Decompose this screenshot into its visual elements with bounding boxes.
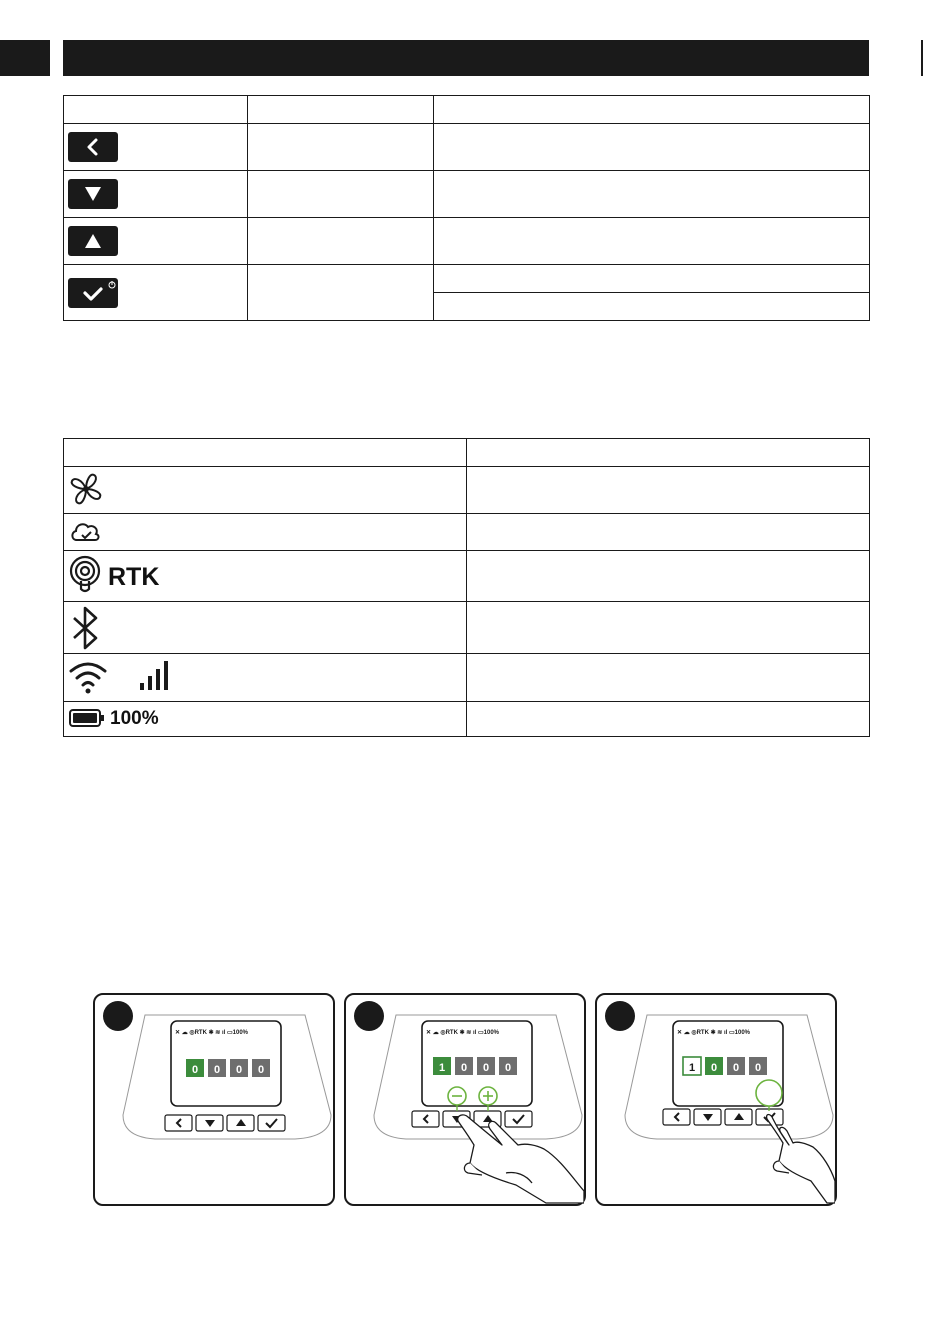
pin-digit-1-text: 1	[688, 1062, 696, 1074]
table-row	[64, 218, 870, 265]
key-cell	[64, 218, 248, 265]
status-cell	[64, 467, 467, 514]
pin-digit-1-text: 0	[191, 1064, 199, 1076]
table-cell	[467, 467, 870, 514]
signal-strength-icon	[138, 654, 172, 698]
table-cell	[248, 265, 434, 321]
section-tab	[0, 40, 50, 76]
status-cell	[64, 702, 467, 737]
wifi-icon	[68, 654, 108, 698]
chevron-left-icon	[68, 132, 118, 162]
triangle-down-icon	[68, 179, 118, 209]
step-panel-2	[344, 993, 586, 1206]
device-illustration	[597, 995, 835, 1204]
key-cell	[64, 171, 248, 218]
pin-digit-4-text: 0	[257, 1064, 265, 1076]
header-cell	[64, 439, 467, 467]
status-cell	[64, 654, 467, 702]
header-cell	[434, 96, 870, 124]
rtk-antenna-icon	[68, 551, 104, 601]
check-power-icon	[68, 278, 118, 308]
mini-status-bar: ✕ ☁ ◎RTK ✱ ≋ ıl ▭100%	[175, 1030, 249, 1036]
table-cell	[434, 171, 870, 218]
table-row	[64, 702, 870, 737]
table-row	[64, 467, 870, 514]
status-cell	[64, 551, 467, 602]
status-cell	[64, 514, 467, 551]
pin-digit-3-text: 0	[482, 1062, 490, 1074]
table-row	[64, 551, 870, 602]
buttons-table-header	[64, 96, 870, 124]
table-cell	[467, 514, 870, 551]
pin-digit-2-text: 0	[213, 1064, 221, 1076]
cloud-check-icon	[68, 514, 104, 550]
table-row	[64, 654, 870, 702]
table-cell	[434, 293, 870, 321]
status-table-header	[64, 439, 870, 467]
triangle-up-icon	[68, 226, 118, 256]
table-row	[64, 124, 870, 171]
header-cell	[64, 96, 248, 124]
table-cell	[434, 218, 870, 265]
status-icons-table	[63, 438, 870, 737]
battery-icon	[68, 702, 108, 736]
fan-icon	[68, 469, 104, 513]
table-cell	[467, 702, 870, 737]
table-cell	[467, 551, 870, 602]
header-cell	[248, 96, 434, 124]
device-illustration	[95, 995, 333, 1204]
table-cell	[467, 654, 870, 702]
pin-digit-1-text: 1	[438, 1062, 446, 1074]
table-cell	[434, 265, 870, 293]
table-row	[64, 171, 870, 218]
edge-marker	[921, 40, 923, 76]
confirm-power-button[interactable]	[68, 278, 118, 308]
table-cell	[248, 218, 434, 265]
down-button[interactable]	[68, 179, 118, 209]
table-cell	[248, 124, 434, 171]
pin-digit-2-text: 0	[710, 1062, 718, 1074]
status-cell	[64, 602, 467, 654]
table-cell	[434, 124, 870, 171]
pin-digit-4-text: 0	[754, 1062, 762, 1074]
pin-digit-2-text: 0	[460, 1062, 468, 1074]
device-illustration	[346, 995, 584, 1204]
up-button[interactable]	[68, 226, 118, 256]
battery-percent-label: 100%	[110, 708, 159, 729]
table-cell	[248, 171, 434, 218]
table-row	[64, 514, 870, 551]
pin-digit-3-text: 0	[235, 1064, 243, 1076]
section-header-bar	[63, 40, 869, 76]
table-row	[64, 265, 870, 293]
rtk-label: RTK	[108, 563, 160, 591]
key-cell	[64, 124, 248, 171]
step-panel-3	[595, 993, 837, 1206]
mini-status-bar: ✕ ☁ ◎RTK ✱ ≋ ıl ▭100%	[426, 1030, 500, 1036]
buttons-table	[63, 95, 870, 321]
back-button[interactable]	[68, 132, 118, 162]
pin-digit-3-text: 0	[732, 1062, 740, 1074]
header-cell	[467, 439, 870, 467]
mini-status-bar: ✕ ☁ ◎RTK ✱ ≋ ıl ▭100%	[677, 1030, 751, 1036]
pin-digit-4-text: 0	[504, 1062, 512, 1074]
key-cell	[64, 265, 248, 321]
table-row	[64, 602, 870, 654]
bluetooth-icon	[68, 602, 104, 652]
step-panel-1	[93, 993, 335, 1206]
table-cell	[467, 602, 870, 654]
